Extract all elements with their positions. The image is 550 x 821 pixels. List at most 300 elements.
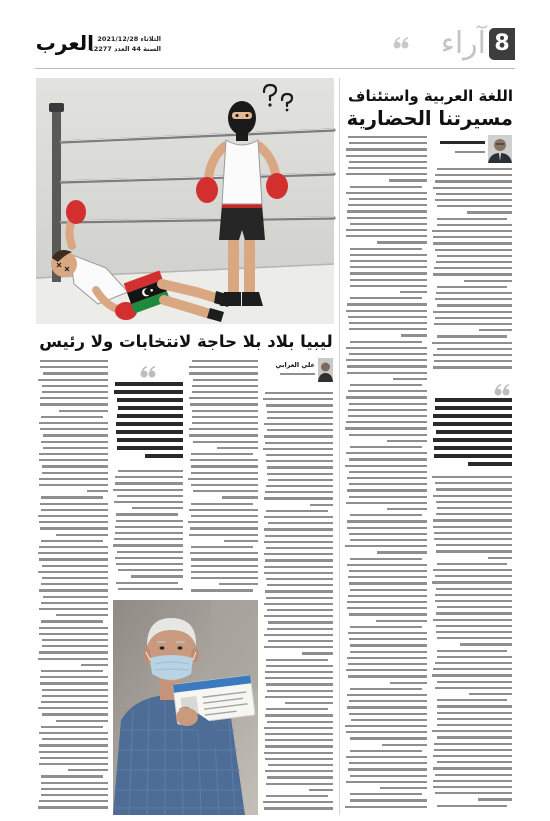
- body-text-line: [464, 280, 512, 282]
- body-text-line: [350, 384, 422, 386]
- body-text-line: [349, 496, 427, 498]
- body-text-line: [115, 482, 183, 484]
- body-text-line: [41, 775, 103, 777]
- section-title: آراء: [440, 26, 486, 61]
- body-text-line: [38, 658, 108, 660]
- pull-quote-line: [117, 398, 183, 402]
- body-text-line: [41, 496, 103, 498]
- body-text-line: [350, 341, 422, 343]
- body-text-line: [433, 519, 512, 521]
- body-text-line: [350, 799, 427, 801]
- body-text-line: [346, 310, 427, 312]
- body-text-line: [437, 286, 507, 288]
- article-column: [432, 168, 512, 378]
- body-text-line: [348, 167, 427, 169]
- body-text-line: [192, 385, 258, 387]
- body-text-line: [39, 478, 108, 480]
- body-text-line: [116, 520, 183, 522]
- body-text-line: [263, 398, 333, 400]
- body-text-line: [432, 342, 512, 344]
- body-text-line: [350, 279, 427, 281]
- body-text-line: [267, 776, 333, 778]
- body-text-line: [39, 627, 108, 629]
- body-text-line: [435, 199, 512, 201]
- pull-quote-line: [117, 438, 183, 442]
- body-text-line: [41, 782, 108, 784]
- body-text-line: [433, 668, 512, 670]
- body-text-line: [347, 210, 427, 212]
- body-text-line: [265, 392, 333, 394]
- body-text-line: [350, 626, 422, 628]
- body-text-line: [118, 588, 183, 590]
- body-text-line: [39, 732, 108, 734]
- body-text-line: [469, 693, 512, 695]
- body-text-line: [219, 583, 258, 585]
- body-text-line: [433, 366, 512, 368]
- body-text-line: [435, 482, 512, 484]
- body-text-line: [42, 738, 108, 740]
- body-text-line: [350, 539, 427, 541]
- body-text-line: [114, 538, 183, 540]
- body-text-line: [382, 744, 427, 746]
- body-text-line: [349, 570, 427, 572]
- body-text-line: [41, 794, 108, 796]
- body-text-line: [437, 650, 507, 652]
- right-author-name: [440, 141, 485, 144]
- body-text-line: [349, 700, 427, 702]
- body-text-line: [434, 538, 512, 540]
- body-text-line: [38, 515, 108, 517]
- body-text-line: [268, 479, 333, 481]
- body-text-line: [347, 706, 427, 708]
- body-text-line: [42, 689, 108, 691]
- right-author-title: [455, 151, 485, 153]
- body-text-line: [192, 422, 258, 424]
- body-text-line: [349, 762, 427, 764]
- body-text-line: [266, 597, 333, 599]
- body-text-line: [347, 489, 427, 491]
- body-text-line: [434, 323, 512, 325]
- body-text-line: [348, 136, 427, 138]
- pull-quote-line: [436, 430, 512, 434]
- body-text-line: [347, 564, 427, 566]
- body-text-line: [265, 739, 333, 741]
- body-text-line: [265, 733, 333, 735]
- body-text-line: [264, 727, 333, 729]
- body-text-line: [41, 509, 108, 511]
- body-text-line: [390, 682, 427, 684]
- body-text-line: [346, 148, 427, 150]
- body-text-line: [192, 391, 258, 393]
- body-text-line: [350, 254, 427, 256]
- body-text-line: [42, 385, 108, 387]
- body-text-line: [346, 396, 427, 398]
- body-text-line: [347, 217, 427, 219]
- body-text-line: [191, 577, 258, 579]
- pull-quote-line: [117, 446, 183, 450]
- body-text-line: [188, 478, 258, 480]
- body-text-line: [437, 761, 512, 763]
- body-text-line: [266, 510, 328, 512]
- body-text-line: [433, 526, 512, 528]
- body-text-line: [479, 329, 512, 331]
- body-text-line: [191, 571, 258, 573]
- body-text-line: [267, 584, 333, 586]
- body-text-line: [217, 447, 258, 449]
- body-text-line: [56, 534, 108, 536]
- body-text-line: [436, 488, 512, 490]
- body-text-line: [350, 266, 427, 268]
- body-text-line: [348, 204, 427, 206]
- body-text-line: [268, 621, 333, 623]
- body-text-line: [433, 354, 512, 356]
- body-text-line: [40, 757, 108, 759]
- body-text-line: [193, 379, 258, 381]
- body-text-line: [113, 489, 183, 491]
- article-column: [345, 136, 427, 815]
- body-text-line: [114, 501, 183, 503]
- body-text-line: [350, 285, 427, 287]
- body-text-line: [39, 608, 108, 610]
- body-text-line: [189, 509, 258, 511]
- body-text-line: [266, 485, 333, 487]
- body-text-line: [117, 495, 183, 497]
- body-text-line: [39, 751, 108, 753]
- body-text-line: [68, 769, 108, 771]
- body-text-line: [42, 465, 108, 467]
- body-text-line: [349, 458, 427, 460]
- body-text-line: [191, 453, 253, 455]
- body-text-line: [436, 588, 512, 590]
- body-text-line: [266, 460, 333, 462]
- body-text-line: [346, 347, 427, 349]
- body-text-line: [43, 434, 108, 436]
- body-text-line: [478, 798, 512, 800]
- body-text-line: [192, 410, 258, 412]
- voter-card-photo: [113, 600, 258, 815]
- quote-icon: [493, 382, 511, 396]
- body-text-line: [39, 763, 108, 765]
- body-text-line: [433, 569, 512, 571]
- body-text-line: [349, 483, 427, 485]
- body-text-line: [348, 316, 427, 318]
- body-text-line: [267, 429, 333, 431]
- body-text-line: [41, 701, 108, 703]
- body-text-line: [434, 360, 512, 362]
- body-text-line: [189, 366, 258, 368]
- body-text-line: [435, 594, 512, 596]
- body-text-line: [43, 596, 108, 598]
- body-text-line: [118, 569, 183, 571]
- body-text-line: [265, 442, 333, 444]
- body-text-line: [41, 788, 108, 790]
- body-text-line: [349, 142, 427, 144]
- body-text-line: [349, 434, 427, 436]
- body-text-line: [377, 551, 427, 553]
- left-author-title: [280, 373, 315, 375]
- article-column: [188, 360, 258, 596]
- body-text-line: [436, 513, 512, 515]
- body-text-line: [349, 613, 427, 615]
- body-text-line: [193, 490, 258, 492]
- pull-quote-line: [434, 446, 512, 450]
- body-text-line: [189, 434, 258, 436]
- body-text-line: [350, 186, 422, 188]
- body-text-line: [266, 547, 333, 549]
- body-text-line: [264, 435, 333, 437]
- body-text-line: [387, 508, 427, 510]
- body-text-line: [436, 544, 512, 546]
- body-text-line: [347, 657, 427, 659]
- body-text-line: [263, 448, 333, 450]
- issue-number: السنة 44 العدد 12277: [89, 45, 161, 53]
- body-text-line: [347, 694, 427, 696]
- body-text-line: [267, 466, 333, 468]
- body-text-line: [191, 503, 253, 505]
- body-text-line: [40, 503, 108, 505]
- body-text-line: [348, 595, 427, 597]
- body-text-line: [349, 582, 427, 584]
- body-text-line: [40, 428, 108, 430]
- body-text-line: [266, 404, 333, 406]
- body-text-line: [433, 619, 512, 621]
- body-text-line: [348, 576, 427, 578]
- body-text-line: [349, 198, 427, 200]
- pull-quote-line: [145, 454, 184, 458]
- article-column: [38, 360, 108, 815]
- body-text-line: [348, 663, 427, 665]
- body-text-line: [350, 737, 427, 739]
- body-text-line: [345, 427, 427, 429]
- body-text-line: [265, 559, 333, 561]
- body-text-line: [437, 637, 512, 639]
- body-text-line: [38, 379, 108, 381]
- body-text-line: [265, 491, 333, 493]
- body-text-line: [433, 767, 512, 769]
- body-text-line: [348, 768, 427, 770]
- body-text-line: [264, 634, 333, 636]
- body-text-line: [380, 787, 427, 789]
- body-text-line: [117, 551, 183, 553]
- body-text-line: [40, 527, 108, 529]
- body-text-line: [39, 744, 109, 746]
- body-text-line: [264, 516, 333, 518]
- pull-quote-line: [468, 462, 512, 466]
- body-text-line: [263, 801, 333, 803]
- body-text-line: [432, 581, 512, 583]
- body-text-line: [346, 235, 427, 237]
- body-text-line: [302, 652, 333, 654]
- body-text-line: [189, 372, 258, 374]
- body-text-line: [437, 681, 512, 683]
- body-text-line: [437, 218, 507, 220]
- body-text-line: [346, 359, 427, 361]
- body-text-line: [40, 360, 108, 362]
- body-text-line: [436, 193, 512, 195]
- body-text-line: [39, 800, 108, 802]
- body-text-line: [81, 664, 108, 666]
- body-text-line: [346, 192, 427, 194]
- body-text-line: [191, 465, 258, 467]
- body-text-line: [39, 484, 108, 486]
- body-text-line: [191, 558, 258, 560]
- body-text-line: [191, 546, 253, 548]
- body-text-line: [309, 789, 333, 791]
- body-text-line: [435, 180, 512, 182]
- pull-quote-line: [435, 406, 512, 410]
- body-text-line: [42, 391, 108, 393]
- body-text-line: [268, 640, 333, 642]
- body-text-line: [437, 718, 512, 720]
- body-text-line: [224, 540, 258, 542]
- body-text-line: [42, 645, 108, 647]
- pull-quote-line: [114, 390, 183, 394]
- body-text-line: [433, 786, 512, 788]
- body-text-line: [376, 620, 427, 622]
- body-text-line: [348, 675, 427, 677]
- body-text-line: [189, 397, 258, 399]
- body-text-line: [39, 453, 108, 455]
- body-text-line: [41, 583, 108, 585]
- body-text-line: [433, 755, 512, 757]
- body-text-line: [435, 792, 512, 794]
- body-text-line: [267, 411, 333, 413]
- article-column: [432, 476, 512, 815]
- body-text-line: [437, 507, 512, 509]
- body-text-line: [348, 415, 427, 417]
- pull-quote-line: [116, 430, 183, 434]
- body-text-line: [346, 173, 427, 175]
- body-text-line: [267, 721, 333, 723]
- pull-quote-line: [115, 382, 183, 386]
- body-text-line: [39, 521, 108, 523]
- body-text-line: [188, 521, 258, 523]
- body-text-line: [346, 421, 427, 423]
- body-text-line: [267, 628, 333, 630]
- article-column: [113, 470, 183, 596]
- body-text-line: [346, 756, 427, 758]
- body-text-line: [285, 702, 333, 704]
- body-text-line: [115, 476, 183, 478]
- body-text-line: [192, 360, 258, 362]
- issue-info: [89, 34, 161, 54]
- body-text-line: [40, 366, 108, 368]
- body-text-line: [38, 571, 108, 573]
- body-text-line: [346, 155, 427, 157]
- body-text-line: [488, 557, 512, 559]
- body-text-line: [349, 638, 427, 640]
- body-text-line: [350, 446, 422, 448]
- body-text-line: [190, 459, 258, 461]
- body-text-line: [432, 730, 512, 732]
- body-text-line: [350, 651, 427, 653]
- body-text-line: [437, 563, 507, 565]
- body-text-line: [191, 565, 258, 567]
- body-text-line: [437, 736, 512, 738]
- body-text-line: [116, 513, 178, 515]
- body-text-line: [435, 174, 512, 176]
- body-text-line: [437, 168, 512, 170]
- body-text-line: [433, 273, 512, 275]
- body-text-line: [265, 745, 333, 747]
- body-text-line: [267, 609, 333, 611]
- body-text-line: [264, 553, 333, 555]
- body-text-line: [345, 545, 427, 547]
- body-text-line: [434, 532, 512, 534]
- body-text-line: [351, 719, 427, 721]
- body-text-line: [131, 575, 183, 577]
- body-text-line: [432, 230, 512, 232]
- body-text-line: [265, 770, 333, 772]
- body-text-line: [346, 781, 427, 783]
- pull-quote-line: [434, 454, 512, 458]
- body-text-line: [436, 501, 512, 503]
- left-article-headline: ليبيا بلاد بلا حاجة لانتخابات ولا رئيس: [39, 332, 333, 351]
- body-text-line: [437, 205, 512, 207]
- body-text-line: [348, 632, 427, 634]
- body-text-line: [268, 764, 334, 766]
- quote-icon: [393, 35, 409, 49]
- body-text-line: [467, 211, 512, 213]
- body-text-line: [266, 783, 333, 785]
- body-text-line: [41, 602, 108, 604]
- body-text-line: [266, 795, 328, 797]
- body-text-line: [190, 527, 258, 529]
- body-text-line: [349, 533, 427, 535]
- body-text-line: [437, 656, 512, 658]
- body-text-line: [39, 589, 108, 591]
- body-text-line: [265, 535, 333, 537]
- body-text-line: [437, 255, 512, 257]
- body-text-line: [42, 565, 109, 567]
- body-text-line: [350, 688, 422, 690]
- body-text-line: [113, 544, 183, 546]
- body-text-line: [432, 476, 512, 478]
- quote-icon: [139, 364, 157, 378]
- pull-quote-line: [433, 422, 512, 426]
- body-text-line: [87, 490, 108, 492]
- pull-quote-line: [433, 414, 512, 418]
- body-text-line: [435, 575, 513, 577]
- body-text-line: [348, 390, 427, 392]
- body-text-line: [435, 600, 512, 602]
- body-text-line: [116, 582, 178, 584]
- body-text-line: [268, 522, 334, 524]
- body-text-line: [435, 774, 512, 776]
- body-text-line: [437, 724, 512, 726]
- body-text-line: [264, 615, 333, 617]
- body-text-line: [42, 577, 108, 579]
- body-text-line: [350, 514, 422, 516]
- body-text-line: [436, 631, 512, 633]
- body-text-line: [435, 249, 512, 251]
- body-text-line: [349, 353, 427, 355]
- body-text-line: [264, 528, 333, 530]
- body-text-line: [265, 590, 333, 592]
- body-text-line: [350, 297, 422, 299]
- body-text-line: [265, 671, 333, 673]
- body-text-line: [436, 625, 512, 627]
- body-text-line: [350, 272, 427, 274]
- body-text-line: [192, 416, 258, 418]
- body-text-line: [350, 644, 427, 646]
- body-text-line: [43, 372, 108, 374]
- body-text-line: [347, 365, 427, 367]
- body-text-line: [377, 241, 427, 243]
- body-text-line: [264, 566, 333, 568]
- body-text-line: [434, 267, 512, 269]
- body-text-line: [435, 298, 512, 300]
